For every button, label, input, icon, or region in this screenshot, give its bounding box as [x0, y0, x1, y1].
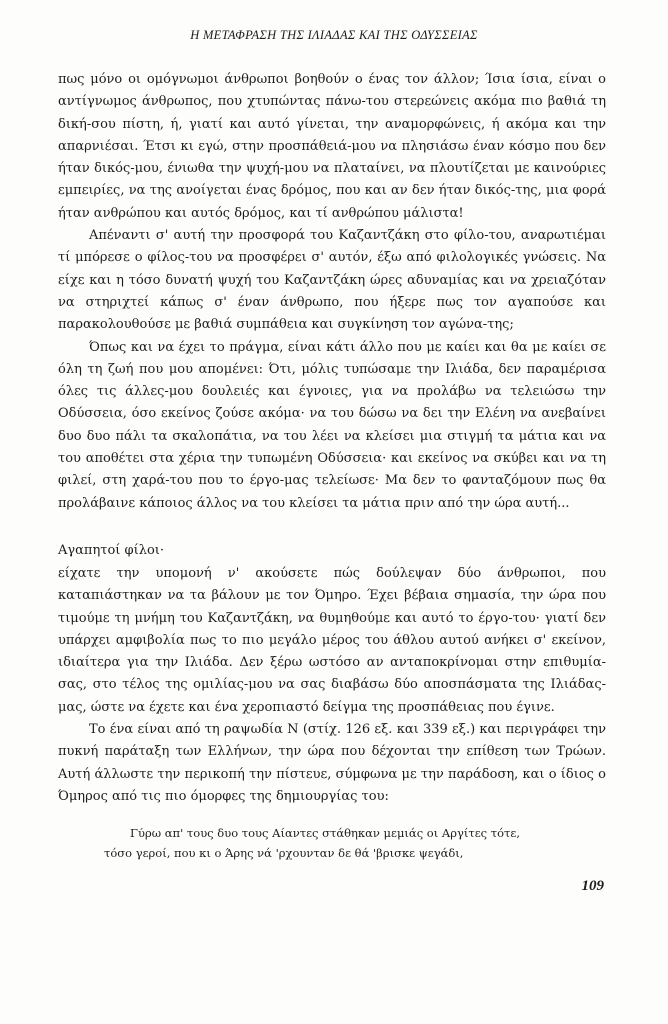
paragraph: Όπως και να έχει το πράγμα, είναι κάτι άλλο που με καίει και θα με καίει σε όλη τη ζωή που μου απομένει: Ότι, μόλις τυπώσαμε την Ιλιάδα, δεν παραμέρισα όλες τις άλλες-μου δουλειές και έγνοιες, για να προλάβω να τελειώσω την Οδύσσεια, όσο εκείνος ζούσε ακόμα· να του δώσω να δει την Ελένη να ανεβαίνει δυο δυο πάλι τα σκαλοπάτια, να του λέει να κλείσει μια στιγμή τα μάτια και να του αποθέτει στα χέρια την τυπωμένη Οδύσσεια· και εκείνος να σκύβει και να τη φιλεί, στη χαρά-του που το έργο-μας τελείωσε· Μα δεν το φανταζόμουν πως θα προλάβαινε κάποιος άλλος να του κλείσει τα μάτια πριν από την ώρα αυτή...: [58, 339, 606, 511]
salutation: Αγαπητοί φίλοι·: [58, 543, 165, 558]
paragraph: Το ένα είναι από τη ραψωδία Ν (στίχ. 126 εξ. και 339 εξ.) και περιγράφει την πυκνή παράταξη των Ελλήνων, την ώρα που δέχονται την επίθεση των Τρώων. Αυτή άλλωστε την περικοπή την πίστευε, σύμφωνα με την παράδοση, και ο ίδιος ο Όμηρος από τις πιο όμορφες της δημιουργίας του:: [58, 722, 606, 804]
body-text-lower: [58, 563, 606, 808]
paragraph: είχατε την υπομονή ν' ακούσετε πώς δούλεψαν δύο άνθρωποι, που καταπιάστηκαν να τα βάλουν με τον Όμηρο. Έχει βέβαια σημασία, την ώρα που τιμούμε τη μνήμη του Καζαντζάκη, να θυμηθούμε και αυτό το έργο-του· γιατί δεν υπάρχει αμφιβολία πως το πιο μεγάλο μέρος του άθλου αυτού ανήκει σ' εκείνον, ιδιαίτερα για την Ιλιάδα. Δεν ξέρω ωστόσο αν ανταποκρίνομαι στην επιθυμία-σας, στο τέλος της ομιλίας-μου να σας διαβάσω δύο αποσπάσματα της Ιλιάδας-μας, ώστε να έχετε και ένα χεροπιαστό δείγμα της προσπάθειας που έγινε.: [58, 566, 606, 715]
page-number: 109: [581, 878, 604, 894]
running-head: Η ΜΕΤΑΦΡΑΣΗ ΤΗΣ ΙΛΙΑΔΑΣ ΚΑΙ ΤΗΣ ΟΔΥΣΣΕΙΑΣ: [190, 28, 478, 42]
paragraph: Απέναντι σ' αυτή την προσφορά του Καζαντζάκη στο φίλο-του, αναρωτιέμαι τί μπόρεσε ο φίλος-του να προσφέρει σ' αυτόν, έξω από φιλολογικές γνώσεις. Να είχε και η τόσο δυνατή ψυχή του Καζαντζάκη ώρες αδυναμίας και να χρειαζόταν να στηριχτεί κάπως σ' έναν άνθρωπο, που ήξερε πως τον αγαπούσε και παρακολουθούσε με βαθιά συμπάθεια και συγκίνηση τον αγώνα-της;: [58, 228, 606, 333]
verse-line: Γύρω απ' τους δυο τους Αίαντες στάθηκαν μεμιάς οι Αργίτες τότε,: [130, 826, 521, 840]
body-text-upper: [58, 69, 606, 515]
paragraph: πως μόνο οι ομόγνωμοι άνθρωποι βοηθούν ο ένας τον άλλον; Ίσια ίσια, είναι ο αντίγνωμος άνθρωπος, που χτυπώντας πάνω-του στερεώνεις ακόμα πιο βαθιά τη δική-σου πίστη, ή, γιατί και αυτό γίνεται, την αναμορφώνεις, ή ακόμα και την απαρνιέσαι. Έτσι κι εγώ, στην προσπάθειά-μου να πλησιάσω έναν κόσμο που δεν ήταν δικός-μου, ένιωθα την ψυχή-μου να πλαταίνει, να πλουτίζεται με καινούριες εμπειρίες, να της ανοίγεται ένας δρόμος, που και αν δεν ήταν δικός-της, μια φορά ήταν ανθρώπου και αυτός δρόμος, και τί ανθρώπου μάλιστα!: [58, 72, 606, 221]
verse-quotation: [60, 823, 608, 863]
verse-line: τόσο γεροί, που κι ο Άρης νά 'ρχουνταν δε θά 'βρισκε ψεγάδι,: [104, 846, 464, 860]
